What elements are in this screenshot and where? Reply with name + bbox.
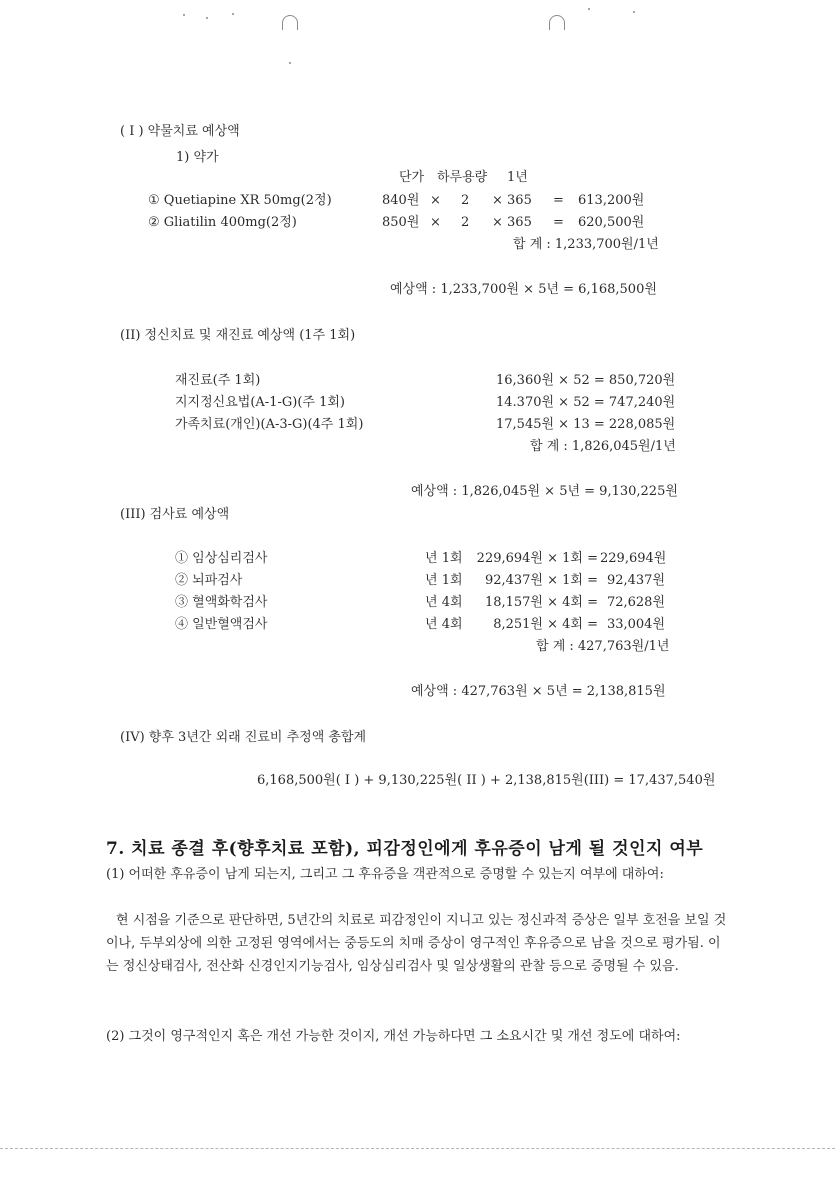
therapy-name: 지지정신요법(A-1-G)(주 1회) xyxy=(175,395,345,410)
exam-name: ② 뇌파검사 xyxy=(175,573,243,588)
scan-speck xyxy=(289,62,291,64)
section1-title: ( I ) 약물치료 예상액 xyxy=(120,124,240,139)
page-bottom-edge xyxy=(0,1148,835,1149)
exam-calc: 18,157원 × 4회 = xyxy=(484,595,598,610)
exam-calc: 8,251원 × 4회 = xyxy=(493,617,598,632)
drug-dose: 2 xyxy=(461,215,470,230)
section3-title: (III) 검사료 예상액 xyxy=(120,507,230,522)
header-daily-dose: 하루용량 xyxy=(437,170,488,185)
drug-price: 840원 xyxy=(382,193,420,208)
exam-result: 229,694원 xyxy=(600,551,667,566)
therapy-name: 가족치료(개인)(A-3-G)(4주 1회) xyxy=(175,417,364,432)
exam-frequency: 년 4회 xyxy=(425,595,463,610)
exam-frequency: 년 1회 xyxy=(425,573,463,588)
drug-multiplier: × 365 xyxy=(492,193,532,208)
exam-name: ① 임상심리검사 xyxy=(175,551,268,566)
section1-estimate: 예상액 : 1,233,700원 × 5년 = 6,168,500원 xyxy=(390,282,657,297)
scan-speck xyxy=(633,11,635,13)
exam-name: ③ 혈액화학검사 xyxy=(175,595,268,610)
section2-total: 합 계 : 1,826,045원/1년 xyxy=(530,439,676,454)
therapy-calc: 17,545원 × 13 = 228,085원 xyxy=(496,417,676,432)
question-2: (2) 그것이 영구적인지 혹은 개선 가능한 것이지, 개선 가능하다면 그 소요시간 및 개선 정도에 대하여: xyxy=(106,1029,681,1044)
drug-result: 613,200원 xyxy=(578,193,645,208)
header-one-year: 1년 xyxy=(507,170,528,185)
answer-1: 현 시점을 기준으로 판단하면, 5년간의 치료로 피감정인이 지니고 있는 정신과적 증상은 일부 호전을 보일 것이나, 두부외상에 의한 고정된 영역에서는 중등도의 치매 증상이 영구적인 후유증으로 남을 것으로 평가됨. 이는 정신상태검사, 전산화 신경인지기능검사, 임상심리검사 및 일상생활의 관찰 등으로 증명될 수 있음. xyxy=(106,913,727,974)
section3-total: 합 계 : 427,763원/1년 xyxy=(536,639,670,654)
drug-price: 850원 xyxy=(382,215,420,230)
exam-frequency: 년 4회 xyxy=(425,617,463,632)
punch-hole-right xyxy=(549,15,565,30)
drug-name: ① Quetiapine XR 50mg(2정) xyxy=(148,193,332,208)
scan-speck xyxy=(588,8,590,10)
section2-estimate: 예상액 : 1,826,045원 × 5년 = 9,130,225원 xyxy=(411,484,678,499)
section7-heading: 7. 치료 종결 후(향후치료 포함), 피감정인에게 후유증이 남게 될 것인지 여부 xyxy=(106,839,704,859)
therapy-calc: 16,360원 × 52 = 850,720원 xyxy=(496,373,676,388)
therapy-name: 재진료(주 1회) xyxy=(175,373,261,388)
drug-name: ② Gliatilin 400mg(2정) xyxy=(148,215,297,230)
header-unit-price: 단가 xyxy=(399,170,425,185)
times-sign: × xyxy=(430,215,441,230)
section1-total: 합 계 : 1,233,700원/1년 xyxy=(513,237,659,252)
exam-result: 72,628원 xyxy=(606,595,665,610)
section3-estimate: 예상액 : 427,763원 × 5년 = 2,138,815원 xyxy=(411,684,666,699)
therapy-calc: 14.370원 × 52 = 747,240원 xyxy=(496,395,676,410)
section4-formula: 6,168,500원( I ) + 9,130,225원( II ) + 2,138,815원(III) = 17,437,540원 xyxy=(257,773,716,788)
scan-speck xyxy=(183,14,185,16)
section1-subtitle: 1) 약가 xyxy=(176,150,219,165)
drug-result: 620,500원 xyxy=(578,215,645,230)
times-sign: × xyxy=(430,193,441,208)
exam-calc: 229,694원 × 1회 = xyxy=(476,551,598,566)
equals-sign: = xyxy=(553,215,564,230)
exam-result: 92,437원 xyxy=(606,573,665,588)
scan-speck xyxy=(206,17,208,19)
section4-title: (IV) 향후 3년간 외래 진료비 추정액 총합계 xyxy=(120,730,367,745)
drug-dose: 2 xyxy=(461,193,470,208)
exam-name: ④ 일반혈액검사 xyxy=(175,617,268,632)
question-1: (1) 어떠한 후유증이 남게 되는지, 그리고 그 후유증을 객관적으로 증명할 수 있는지 여부에 대하여: xyxy=(106,867,664,882)
drug-multiplier: × 365 xyxy=(492,215,532,230)
exam-frequency: 년 1회 xyxy=(425,551,463,566)
punch-hole-left xyxy=(282,15,298,30)
exam-calc: 92,437원 × 1회 = xyxy=(484,573,598,588)
section2-title: (II) 정신치료 및 재진료 예상액 (1주 1회) xyxy=(120,328,356,343)
scan-speck xyxy=(232,13,234,15)
equals-sign: = xyxy=(553,193,564,208)
exam-result: 33,004원 xyxy=(606,617,665,632)
